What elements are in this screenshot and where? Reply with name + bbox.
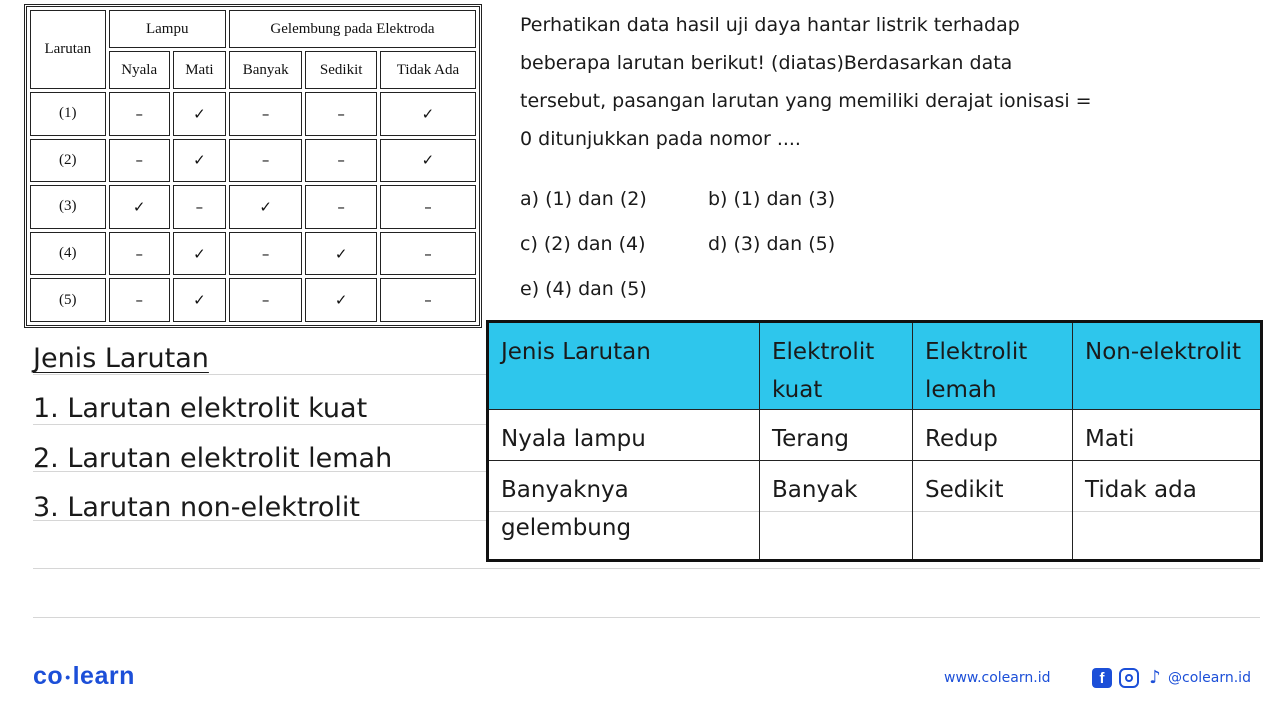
ruled-line — [33, 617, 1260, 618]
table-cell: ✓ — [305, 278, 376, 322]
table-cell: ✓ — [380, 92, 476, 136]
table-cell: – — [109, 232, 170, 276]
question-line: tersebut, pasangan larutan yang memiliki derajat ionisasi = — [520, 90, 1092, 112]
data-table — [24, 4, 482, 328]
social-handle[interactable]: @colearn.id — [1168, 670, 1251, 686]
question-line: 0 ditunjukkan pada nomor .... — [520, 128, 801, 150]
summary-table — [486, 320, 1263, 562]
tiktok-icon[interactable]: ♪ — [1149, 667, 1161, 688]
website-link[interactable]: www.colearn.id — [944, 670, 1051, 686]
table-cell: – — [305, 92, 376, 136]
table-cell: ✓ — [380, 139, 476, 183]
table-row — [488, 461, 1262, 561]
mati-header: Mati — [173, 51, 226, 89]
table-cell: – — [229, 92, 303, 136]
table-cell: – — [109, 139, 170, 183]
sedikit-header: Sedikit — [305, 51, 376, 89]
header-elektrolit-kuat: Elektrolit kuat — [760, 322, 913, 410]
row-label: (4) — [30, 232, 106, 276]
table-cell: – — [305, 185, 376, 229]
table-cell: – — [229, 278, 303, 322]
row-label: (2) — [30, 139, 106, 183]
table-row — [30, 185, 476, 229]
notes-item: 2. Larutan elektrolit lemah — [33, 443, 393, 474]
table-cell: – — [229, 139, 303, 183]
header-elektrolit-lemah: Elektrolit lemah — [913, 322, 1073, 410]
table-cell: ✓ — [305, 232, 376, 276]
row-label: (3) — [30, 185, 106, 229]
table-cell: Tidak ada — [1073, 461, 1262, 561]
ruled-line — [33, 568, 1260, 569]
table-cell: Sedikit — [913, 461, 1073, 561]
table-cell: – — [380, 232, 476, 276]
facebook-icon[interactable]: f — [1092, 668, 1112, 688]
header-non-elektrolit: Non-elektrolit — [1073, 322, 1262, 410]
table-cell: ✓ — [173, 278, 226, 322]
table-row — [30, 232, 476, 276]
table-cell: ✓ — [173, 92, 226, 136]
header-jenis-larutan: Jenis Larutan — [488, 322, 760, 410]
table-cell: – — [380, 278, 476, 322]
table-cell: Mati — [1073, 410, 1262, 461]
question-text — [520, 6, 1130, 158]
option-b[interactable]: b) (1) dan (3) — [708, 188, 836, 210]
gelembung-header: Gelembung pada Elektroda — [229, 10, 476, 48]
table-cell: Redup — [913, 410, 1073, 461]
table-cell: ✓ — [229, 185, 303, 229]
notes-item: 3. Larutan non-elektrolit — [33, 492, 361, 523]
table-row — [30, 92, 476, 136]
table-cell: Banyaknya gelembung — [488, 461, 760, 561]
option-c[interactable]: c) (2) dan (4) — [520, 233, 646, 255]
option-a[interactable]: a) (1) dan (2) — [520, 188, 647, 210]
table-row — [30, 278, 476, 322]
table-cell: ✓ — [173, 232, 226, 276]
instagram-icon[interactable] — [1119, 668, 1139, 688]
tidak-ada-header: Tidak Ada — [380, 51, 476, 89]
notes-item: 1. Larutan elektrolit kuat — [33, 393, 368, 424]
table-cell: ✓ — [173, 139, 226, 183]
table-cell: – — [109, 278, 170, 322]
table-row — [30, 139, 476, 183]
table-cell: – — [173, 185, 226, 229]
option-d[interactable]: d) (3) dan (5) — [708, 233, 836, 255]
nyala-header: Nyala — [109, 51, 170, 89]
row-label: (5) — [30, 278, 106, 322]
logo-right: learn — [72, 662, 135, 690]
question-line: Perhatikan data hasil uji daya hantar listrik terhadap — [520, 14, 1020, 36]
table-cell: – — [229, 232, 303, 276]
colearn-logo: co •learn — [33, 662, 135, 690]
table-cell: – — [305, 139, 376, 183]
notes-title: Jenis Larutan — [33, 343, 209, 374]
table-cell: – — [380, 185, 476, 229]
table-cell: – — [109, 92, 170, 136]
table-row — [488, 410, 1262, 461]
table-cell: Nyala lampu — [488, 410, 760, 461]
larutan-header: Larutan — [30, 10, 106, 89]
table-cell: Banyak — [760, 461, 913, 561]
row-label: (1) — [30, 92, 106, 136]
logo-left: co — [33, 662, 64, 690]
table-cell: Terang — [760, 410, 913, 461]
table-cell: ✓ — [109, 185, 170, 229]
banyak-header: Banyak — [229, 51, 303, 89]
option-e[interactable]: e) (4) dan (5) — [520, 278, 647, 300]
question-line: beberapa larutan berikut! (diatas)Berdasarkan data — [520, 52, 1013, 74]
lampu-header: Lampu — [109, 10, 226, 48]
